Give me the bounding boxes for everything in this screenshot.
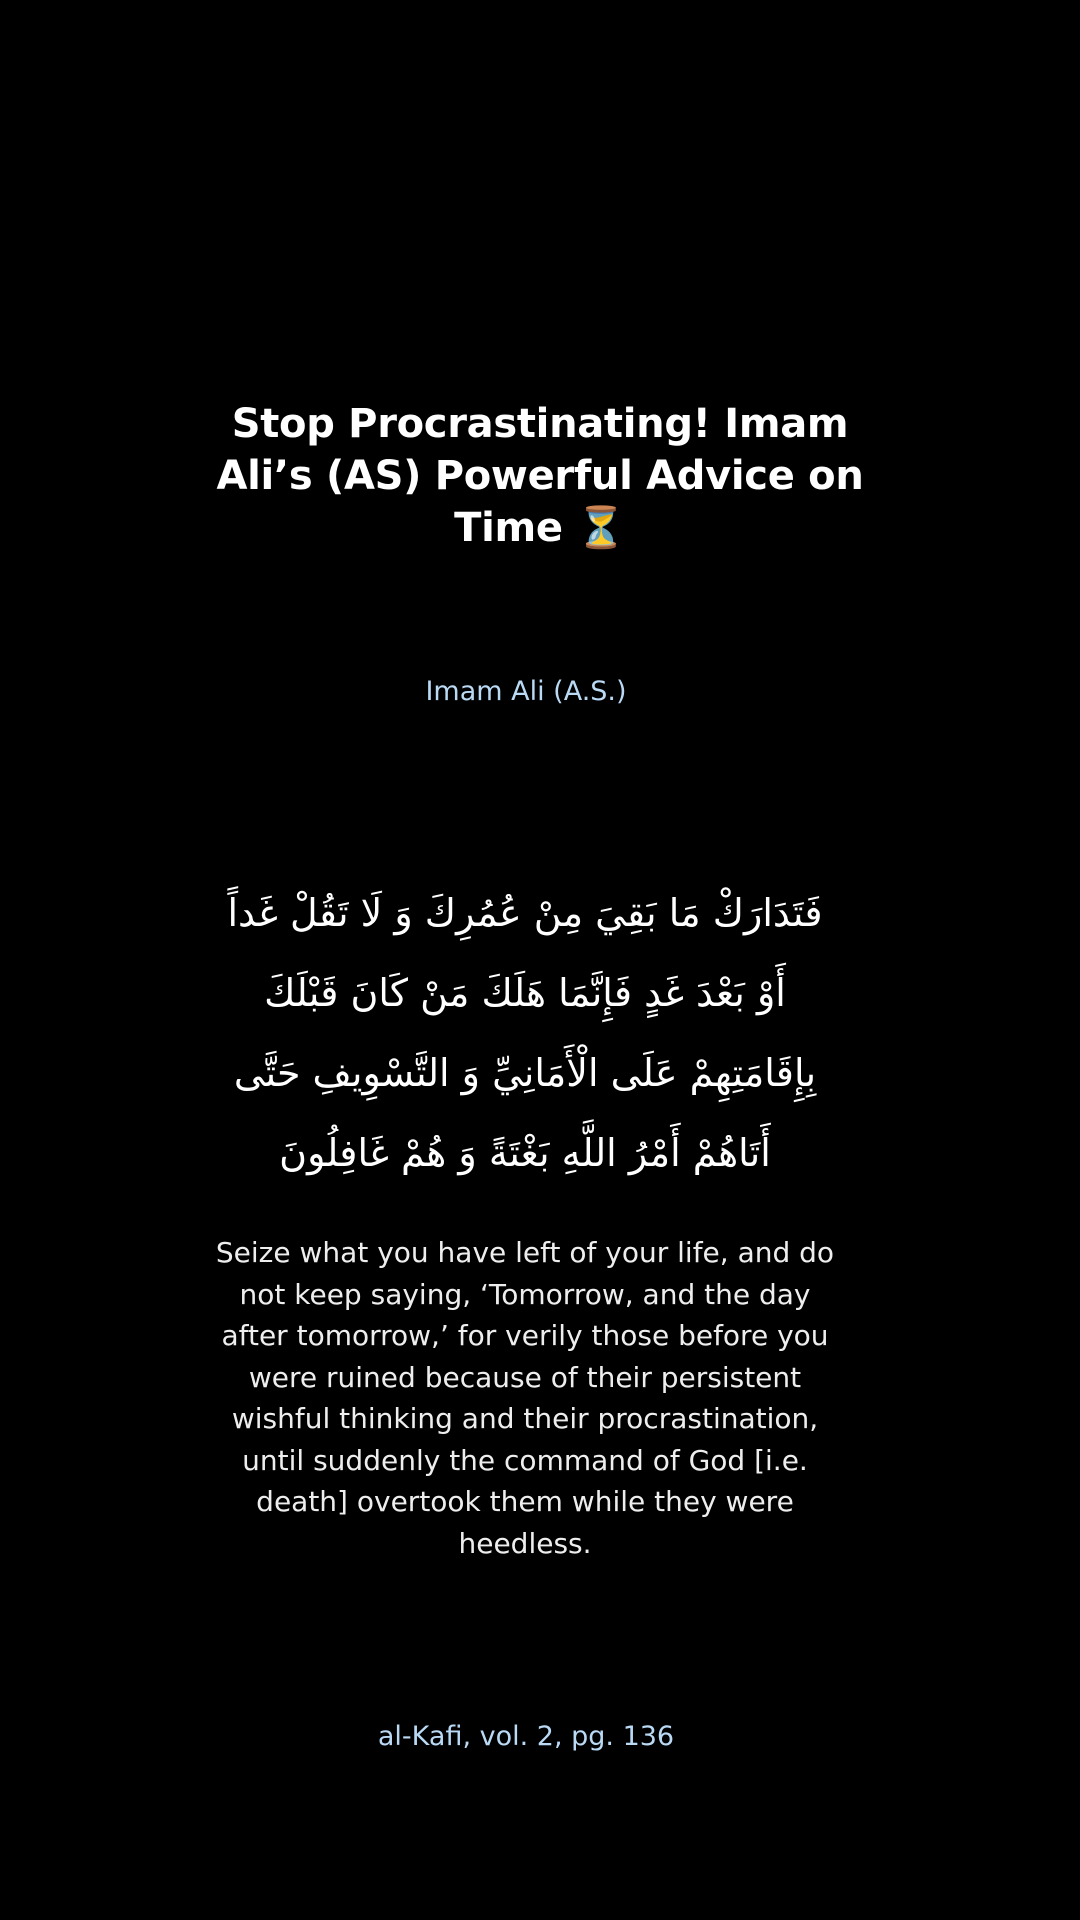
source-citation: al-Kafi, vol. 2, pg. 136 bbox=[377, 1721, 675, 1752]
post-title: Stop Procrastinating! Imam Ali’s (AS) Powerful Advice on Time ⏳ bbox=[216, 401, 864, 551]
english-translation: Seize what you have left of your life, and do not keep saying, ‘Tomorrow, and the day after tomorrow,’ for verily those before you were ruined because of their persistent wishful thinking and their procrastination, until suddenly the command of God [i.e. death] overtook them while they were heedless. bbox=[215, 1236, 835, 1560]
arabic-quote: فَتَدَارَكْ مَا بَقِيَ مِنْ عُمُرِكَ وَ لَا تَقُلْ غَداً أَوْ بَعْدَ غَدٍ فَإِنَّمَا هَلَكَ مَنْ كَانَ قَبْلَكَ بِإِقَامَتِهِمْ عَلَى الْأَمَانِيِّ وَ التَّسْوِيفِ حَتَّى أَتَاهُمْ أَمْرُ اللَّهِ بَغْتَةً وَ هُمْ غَافِلُونَ bbox=[227, 891, 823, 1175]
author-name: Imam Ali (A.S.) bbox=[425, 676, 627, 707]
